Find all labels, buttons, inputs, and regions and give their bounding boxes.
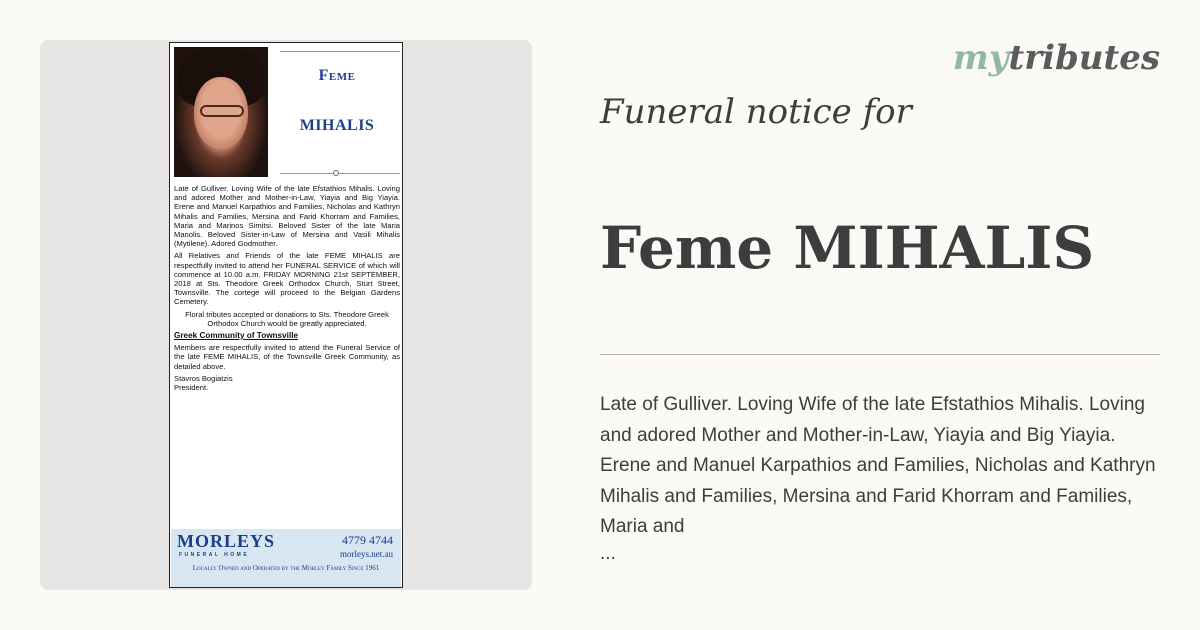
rule-ornament — [333, 170, 339, 176]
notice-first-name: Feme — [318, 67, 356, 84]
newspaper-notice — [169, 42, 403, 588]
notice-excerpt: Late of Gulliver. Loving Wife of the late Efstathios Mihalis. Loving and adored Mother and Mother-in-Law, Yiayia and Big Yiayia. Erene and Manuel Karpathios and Families, Nicholas and Kathryn Mihalis and Families, Mersina and Farid Khorram and Families, Maria and — [600, 394, 1156, 537]
deceased-photo — [174, 47, 268, 177]
logo-tributes: tributes — [1008, 38, 1160, 78]
notice-signatory-title: President. — [174, 383, 209, 393]
funeral-notice-image — [40, 40, 532, 590]
notice-community-heading: Greek Community of Townsville — [174, 331, 299, 341]
title-divider — [600, 354, 1160, 355]
notice-paragraph-service: All Relatives and Friends of the late FEME MIHALIS are respectfully invited to attend her FUNERAL SERVICE of which will commence at 10.00 a.m. FRIDAY MORNING 21st SEPTEMBER, 2018 at Sts. Theodore Greek Orthodox Church, Sturt Street, Townsville. The cortege will proceed to the Belgian Gardens Cemetery. — [174, 251, 400, 307]
page-title: Feme MIHALIS — [600, 214, 1095, 282]
funeral-home-sub: FUNERAL HOME — [179, 552, 250, 558]
notice-community-text: Members are respectfully invited to attend the Funeral Service of the late FEME MIHALIS, of the Townsville Greek Community, as detailed above. — [174, 343, 400, 371]
funeral-home-ad — [171, 529, 401, 587]
funeral-home-name: MORLEYS — [177, 531, 276, 551]
notice-signatory-name: Stavros Bogiatzis — [174, 373, 233, 383]
logo-my: my — [952, 38, 1009, 78]
notice-last-name: MIHALIS — [299, 117, 375, 134]
page-subtitle: Funeral notice for — [600, 92, 912, 132]
funeral-home-tagline: Locally Owned and Operated by the Morley Family Since 1961 — [192, 564, 380, 572]
excerpt-ellipsis: ... — [600, 543, 616, 564]
top-rule — [280, 51, 400, 52]
mytributes-logo[interactable] — [953, 38, 1160, 78]
funeral-home-web: morleys.net.au — [340, 549, 393, 559]
notice-paragraph-family: Late of Gulliver. Loving Wife of the late Efstathios Mihalis. Loving and adored Mother and Mother-in-Law, Yiayia and Big Yiayia. Erene and Manuel Karpathios and Families, Nicholas and Kathryn Mihalis and Families, Mersina and Farid Khorram and Families, Maria and Marinos Simitsi. Beloved Sister of the late Maria Manolis. Beloved Sister-in-Law of Mersina and Vasili Mihalis (Mytilene). Adored Godmother. — [174, 184, 400, 249]
bottom-rule — [280, 173, 400, 174]
funeral-home-phone: 4779 4744 — [342, 533, 393, 547]
notice-floral: Floral tributes accepted or donations to Sts. Theodore Greek Orthodox Church would be greatly appreciated. — [185, 309, 389, 328]
notice-body — [174, 184, 400, 395]
